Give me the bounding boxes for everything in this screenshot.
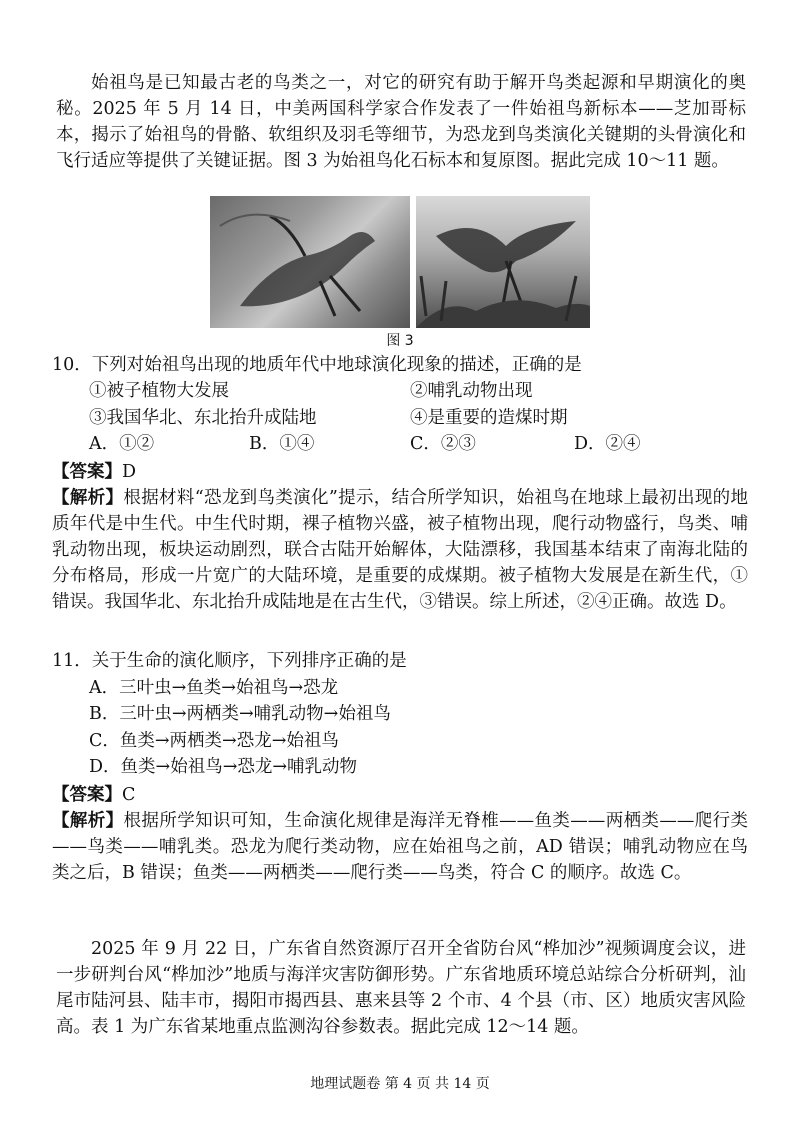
q10-option-c: C．②③ (410, 434, 476, 454)
answer-value: C (122, 785, 136, 805)
figure-3 (210, 196, 590, 328)
q11-answer (52, 782, 135, 808)
analysis-tag: 【解析】 (52, 488, 124, 508)
q10-analysis (52, 485, 748, 615)
figure-caption: 图 3 (386, 333, 414, 349)
answer-tag: 【答案】 (52, 785, 122, 805)
answer-value: D (122, 462, 137, 482)
q10-option-b: B．①④ (249, 434, 315, 454)
q10-item-4: ④是重要的造煤时期 (410, 408, 568, 428)
answer-tag: 【答案】 (52, 462, 122, 482)
intro-paragraph: 始祖鸟是已知最古老的鸟类之一，对它的研究有助于解开鸟类起源和早期演化的奥秘。2025 年 5 月 14 日，中美两国科学家合作发表了一件始祖鸟新标本——芝加哥标本，揭示了始祖鸟的骨骼、软组织及羽毛等细节，为恐龙到鸟类演化关键期的头骨演化和飞行适应等提供了关键证据。图 3 为始祖鸟化石标本和复原图。据此完成 10～11 题。 (56, 73, 746, 171)
question-11-stem: 11．关于生命的演化顺序，下列排序正确的是 (52, 651, 407, 671)
reconstruction-illustration (416, 196, 590, 328)
page-footer: 地理试题卷 第 4 页 共 14 页 (310, 1076, 490, 1092)
analysis-text: 根据所学知识可知，生命演化规律是海洋无脊椎——鱼类——两栖类——爬行类——鸟类——哺乳类。恐龙为爬行类动物，应在始祖鸟之前，AD 错误；哺乳动物应在鸟类之后，B 错误；鱼类——两栖类——爬行类——鸟类，符合 C 的顺序。故选 C。 (52, 811, 749, 883)
q11-option-c: C．鱼类→两栖类→恐龙→始祖鸟 (89, 731, 339, 751)
q10-option-a: A．①② (89, 434, 155, 454)
q10-option-d: D．②④ (574, 434, 641, 454)
fossil-photo (210, 196, 410, 328)
analysis-text: 根据材料“恐龙到鸟类演化”提示，结合所学知识，始祖鸟在地球上最初出现的地质年代是中生代。中生代时期，裸子植物兴盛，被子植物出现，爬行动物盛行，鸟类、哺乳动物出现，板块运动剧烈，联合古陆开始解体，大陆漂移，我国基本结束了南海北陆的分布格局，形成一片宽广的大陆环境，是重要的成煤期。被子植物大发展是在新生代，①错误。我国华北、东北抬升成陆地是在古生代，③错误。综上所述，②④正确。故选 D。 (52, 488, 749, 612)
intro-paragraph-2: 2025 年 9 月 22 日，广东省自然资源厅召开全省防台风“桦加沙”视频调度会议，进一步研判台风“桦加沙”地质与海洋灾害防御形势。广东省地质环境总站综合分析研判，汕尾市陆河县、陆丰市，揭阳市揭西县、惠来县等 2 个市、4 个县（市、区）地质灾害风险高。表 1 为广东省某地重点监测沟谷参数表。据此完成 12～14 题。 (56, 939, 746, 1037)
q11-option-b: B．三叶虫→两栖类→哺乳动物→始祖鸟 (89, 704, 391, 724)
q10-item-3: ③我国华北、东北抬升成陆地 (89, 408, 317, 428)
q11-option-a: A．三叶虫→鱼类→始祖鸟→恐龙 (89, 678, 339, 698)
analysis-tag: 【解析】 (52, 811, 124, 831)
q10-item-2: ②哺乳动物出现 (410, 381, 533, 401)
question-10-stem: 10．下列对始祖鸟出现的地质年代中地球演化现象的描述，正确的是 (52, 355, 582, 375)
q11-analysis (52, 808, 748, 886)
q11-option-d: D．鱼类→始祖鸟→恐龙→哺乳动物 (89, 757, 358, 777)
q10-item-1: ①被子植物大发展 (89, 381, 229, 401)
q10-answer (52, 459, 136, 485)
